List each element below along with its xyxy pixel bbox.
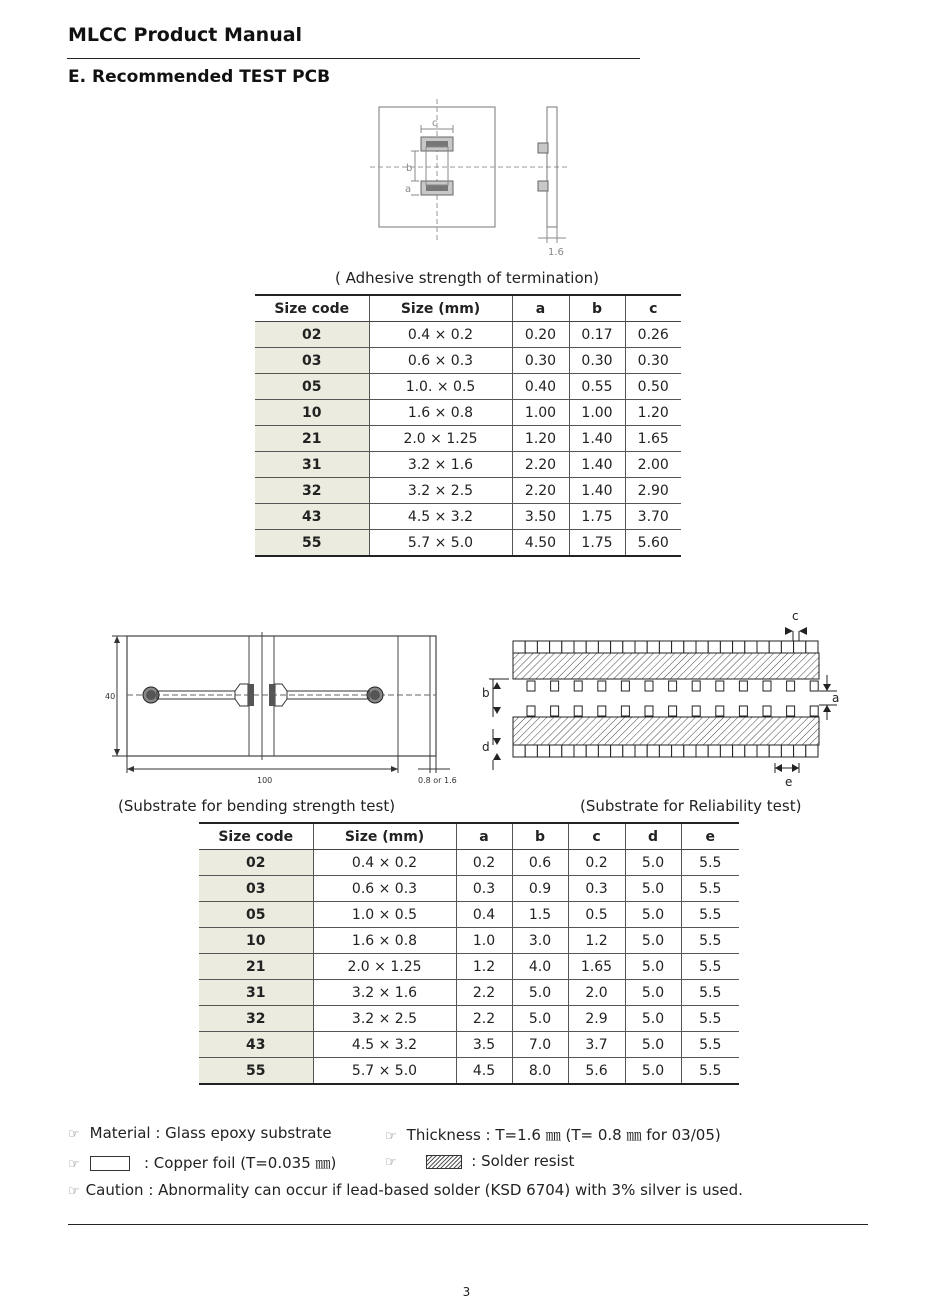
table-row: [199, 1006, 739, 1032]
terminal-tab: [537, 641, 549, 653]
terminal-tab: [562, 745, 574, 757]
page-number: 3: [462, 1285, 471, 1299]
dim-label-d: d: [482, 740, 490, 754]
reliability-test-table: [199, 822, 739, 1085]
table-row: [255, 400, 681, 426]
terminal-tab: [586, 641, 598, 653]
table-cell: 5.0: [625, 1006, 681, 1032]
table-cell: 1.6 × 0.8: [313, 928, 456, 954]
terminal-tab: [598, 641, 610, 653]
reliability-substrate-figure: [475, 605, 850, 790]
table-cell: 1.65: [568, 954, 625, 980]
table-cell: 1.75: [569, 530, 625, 557]
table-cell: 0.5: [568, 902, 625, 928]
table-cell: 5.0: [625, 980, 681, 1006]
table-cell: 0.4: [456, 902, 512, 928]
dim-label-height: 40: [105, 692, 116, 701]
column-header: b: [512, 823, 568, 850]
copper-foil-swatch: [90, 1156, 130, 1171]
table-cell: 1.20: [512, 426, 569, 452]
table-cell: 3.50: [512, 504, 569, 530]
terminal-tab: [647, 641, 659, 653]
size-code-cell: 02: [199, 850, 313, 876]
size-code-cell: 10: [199, 928, 313, 954]
terminal-tab: [562, 641, 574, 653]
dim-label-c: c: [792, 609, 799, 623]
test-pad: [551, 706, 559, 716]
terminal-tab: [672, 745, 684, 757]
table-cell: 5.5: [681, 954, 739, 980]
dim-label-b: b: [482, 686, 490, 700]
table-cell: 2.0 × 1.25: [313, 954, 456, 980]
note-material: ☞ Material : Glass epoxy substrate: [68, 1124, 332, 1142]
dim-label-a: a: [405, 184, 412, 195]
dim-label-c: c: [432, 118, 438, 129]
test-pad: [574, 706, 582, 716]
terminal-tab: [635, 745, 647, 757]
dim-label-thickness-options: 0.8 or 1.6: [418, 776, 457, 785]
size-code-cell: 55: [255, 530, 369, 557]
size-code-cell: 21: [199, 954, 313, 980]
table-cell: 5.5: [681, 1058, 739, 1085]
size-code-cell: 31: [255, 452, 369, 478]
terminal-tab: [781, 745, 793, 757]
column-header: b: [569, 295, 625, 322]
test-pad: [739, 706, 747, 716]
title-divider: [67, 58, 640, 59]
table-cell: 0.9: [512, 876, 568, 902]
note-copper-foil: ☞ : Copper foil (T=0.035 ㎜): [68, 1154, 337, 1172]
table-header-row: [199, 823, 739, 850]
table-cell: 2.0: [568, 980, 625, 1006]
terminal-tab: [623, 745, 635, 757]
test-pad: [716, 681, 724, 691]
footer-divider: [68, 1224, 868, 1225]
table-row: [199, 1032, 739, 1058]
column-header: a: [512, 295, 569, 322]
table-cell: 3.0: [512, 928, 568, 954]
document-title: MLCC Product Manual: [68, 24, 303, 46]
terminal-tab: [806, 641, 818, 653]
test-pad: [527, 706, 535, 716]
terminal-tab: [757, 745, 769, 757]
test-pad: [669, 706, 677, 716]
table-cell: 5.5: [681, 850, 739, 876]
size-code-cell: 03: [255, 348, 369, 374]
table-row: [199, 980, 739, 1006]
bending-figure-caption: (Substrate for bending strength test): [118, 797, 396, 815]
table-cell: 0.2: [456, 850, 512, 876]
table-cell: 2.00: [625, 452, 681, 478]
terminal-tab: [550, 641, 562, 653]
terminal-tab: [720, 641, 732, 653]
section-title: E. Recommended TEST PCB: [68, 67, 331, 87]
terminal-tab: [537, 745, 549, 757]
pointing-hand-icon: ☞: [385, 1155, 397, 1170]
terminal-tab: [586, 745, 598, 757]
terminal-tab: [611, 641, 623, 653]
table-cell: 5.0: [625, 876, 681, 902]
terminal-tab: [672, 641, 684, 653]
table-cell: 1.00: [512, 400, 569, 426]
table-cell: 3.70: [625, 504, 681, 530]
terminal-tab: [769, 641, 781, 653]
table-cell: 4.50: [512, 530, 569, 557]
table-cell: 5.0: [512, 980, 568, 1006]
table-cell: 2.0 × 1.25: [369, 426, 512, 452]
note-solder-resist: ☞ : Solder resist: [385, 1152, 575, 1170]
table-cell: 1.40: [569, 426, 625, 452]
table-row: [199, 954, 739, 980]
table-cell: 2.20: [512, 452, 569, 478]
dim-label-a: a: [832, 691, 840, 705]
table-cell: 5.0: [625, 1058, 681, 1085]
bending-substrate-figure: [100, 625, 460, 790]
table-cell: 1.2: [456, 954, 512, 980]
terminal-tab: [525, 745, 537, 757]
table-cell: 0.6 × 0.3: [313, 876, 456, 902]
terminal-tab: [720, 745, 732, 757]
terminal-tab: [598, 745, 610, 757]
table-cell: 5.5: [681, 980, 739, 1006]
terminal-tab: [684, 745, 696, 757]
column-header: a: [456, 823, 512, 850]
terminal-tab: [550, 745, 562, 757]
terminal-tab: [733, 641, 745, 653]
table-cell: 2.9: [568, 1006, 625, 1032]
table-cell: 5.5: [681, 1032, 739, 1058]
table-row: [199, 902, 739, 928]
test-pad: [527, 681, 535, 691]
table-cell: 5.7 × 5.0: [313, 1058, 456, 1085]
table-cell: 5.5: [681, 902, 739, 928]
table-row: [255, 452, 681, 478]
test-pad: [763, 681, 771, 691]
table-cell: 0.30: [569, 348, 625, 374]
table-row: [255, 426, 681, 452]
table-cell: 4.5: [456, 1058, 512, 1085]
table-cell: 5.0: [625, 902, 681, 928]
column-header: Size (mm): [313, 823, 456, 850]
column-header: d: [625, 823, 681, 850]
terminal-tab: [635, 641, 647, 653]
terminal-tab: [696, 745, 708, 757]
table-cell: 3.2 × 1.6: [369, 452, 512, 478]
size-code-cell: 02: [255, 322, 369, 348]
table-cell: 0.3: [568, 876, 625, 902]
size-code-cell: 10: [255, 400, 369, 426]
dim-label-b: b: [406, 163, 413, 174]
adhesive-table-caption: ( Adhesive strength of termination): [335, 269, 599, 287]
table-cell: 0.20: [512, 322, 569, 348]
column-header: Size (mm): [369, 295, 512, 322]
column-header: Size code: [255, 295, 369, 322]
test-pad: [598, 706, 606, 716]
column-header: Size code: [199, 823, 313, 850]
note-thickness: ☞ Thickness : T=1.6 ㎜ (T= 0.8 ㎜ for 03/05): [385, 1126, 721, 1144]
table-cell: 5.6: [568, 1058, 625, 1085]
table-cell: 5.0: [625, 928, 681, 954]
size-code-cell: 05: [199, 902, 313, 928]
table-cell: 2.2: [456, 1006, 512, 1032]
terminal-tab: [696, 641, 708, 653]
table-cell: 3.7: [568, 1032, 625, 1058]
table-cell: 0.4 × 0.2: [369, 322, 512, 348]
test-pad: [787, 706, 795, 716]
size-code-cell: 43: [255, 504, 369, 530]
table-cell: 0.30: [625, 348, 681, 374]
pointing-hand-icon: ☞: [68, 1184, 80, 1199]
terminal-tab: [513, 745, 525, 757]
table-row: [199, 850, 739, 876]
table-cell: 0.4 × 0.2: [313, 850, 456, 876]
table-cell: 1.2: [568, 928, 625, 954]
table-cell: 1.65: [625, 426, 681, 452]
test-pad: [621, 681, 629, 691]
table-row: [199, 928, 739, 954]
column-header: c: [568, 823, 625, 850]
terminal-tab: [513, 641, 525, 653]
dim-label-length: 100: [257, 776, 273, 785]
table-cell: 5.0: [625, 1032, 681, 1058]
test-pad: [645, 681, 653, 691]
test-pad: [692, 681, 700, 691]
table-cell: 1.00: [569, 400, 625, 426]
table-cell: 8.0: [512, 1058, 568, 1085]
table-cell: 2.20: [512, 478, 569, 504]
size-code-cell: 21: [255, 426, 369, 452]
table-row: [255, 348, 681, 374]
test-pad: [787, 681, 795, 691]
table-cell: 1.40: [569, 478, 625, 504]
test-pad: [598, 681, 606, 691]
terminal-tab: [708, 745, 720, 757]
terminal-tab: [647, 745, 659, 757]
terminal-tab: [745, 641, 757, 653]
reliability-figure-caption: (Substrate for Reliability test): [580, 797, 802, 815]
terminal-tab: [769, 745, 781, 757]
table-cell: 0.55: [569, 374, 625, 400]
test-pad: [692, 706, 700, 716]
table-header-row: [255, 295, 681, 322]
table-row: [255, 530, 681, 557]
table-cell: 1.5: [512, 902, 568, 928]
terminal-tab: [781, 641, 793, 653]
table-cell: 1.0. × 0.5: [369, 374, 512, 400]
table-cell: 0.6: [512, 850, 568, 876]
terminal-tab: [806, 745, 818, 757]
table-cell: 4.5 × 3.2: [369, 504, 512, 530]
table-cell: 1.0 × 0.5: [313, 902, 456, 928]
terminal-tab: [611, 745, 623, 757]
test-pad: [763, 706, 771, 716]
test-pad: [810, 706, 818, 716]
table-cell: 1.20: [625, 400, 681, 426]
terminal-tab: [794, 641, 806, 653]
terminal-tab: [659, 745, 671, 757]
test-pad: [645, 706, 653, 716]
terminal-tab: [684, 641, 696, 653]
table-cell: 7.0: [512, 1032, 568, 1058]
table-cell: 0.3: [456, 876, 512, 902]
test-pad: [716, 706, 724, 716]
dim-label-thickness: 1.6: [548, 247, 564, 258]
table-cell: 0.50: [625, 374, 681, 400]
table-cell: 0.2: [568, 850, 625, 876]
column-header: c: [625, 295, 681, 322]
size-code-cell: 43: [199, 1032, 313, 1058]
table-cell: 1.0: [456, 928, 512, 954]
terminal-tab: [794, 745, 806, 757]
size-code-cell: 31: [199, 980, 313, 1006]
table-row: [199, 1058, 739, 1085]
size-code-cell: 32: [199, 1006, 313, 1032]
pointing-hand-icon: ☞: [68, 1127, 80, 1142]
terminal-tab: [659, 641, 671, 653]
table-cell: 2.90: [625, 478, 681, 504]
table-cell: 4.0: [512, 954, 568, 980]
table-cell: 0.30: [512, 348, 569, 374]
terminal-tab: [757, 641, 769, 653]
table-cell: 5.5: [681, 1006, 739, 1032]
table-row: [255, 478, 681, 504]
table-cell: 5.5: [681, 876, 739, 902]
table-cell: 2.2: [456, 980, 512, 1006]
table-cell: 5.0: [625, 954, 681, 980]
table-cell: 3.2 × 1.6: [313, 980, 456, 1006]
table-cell: 5.0: [512, 1006, 568, 1032]
terminal-tab: [708, 641, 720, 653]
column-header: e: [681, 823, 739, 850]
table-cell: 5.0: [625, 850, 681, 876]
terminal-tab: [745, 745, 757, 757]
test-pad: [669, 681, 677, 691]
dim-label-e: e: [785, 775, 793, 789]
size-code-cell: 55: [199, 1058, 313, 1085]
test-pad: [739, 681, 747, 691]
note-caution: ☞ Caution : Abnormality can occur if lead-based solder (KSD 6704) with 3% silver is used.: [68, 1181, 743, 1199]
terminal-tab: [525, 641, 537, 653]
terminal-tab: [733, 745, 745, 757]
pointing-hand-icon: ☞: [68, 1157, 80, 1172]
table-cell: 1.6 × 0.8: [369, 400, 512, 426]
terminal-tab: [574, 641, 586, 653]
table-row: [255, 322, 681, 348]
table-cell: 0.6 × 0.3: [369, 348, 512, 374]
size-code-cell: 32: [255, 478, 369, 504]
size-code-cell: 05: [255, 374, 369, 400]
adhesive-strength-table: [255, 294, 681, 557]
table-cell: 0.26: [625, 322, 681, 348]
table-cell: 4.5 × 3.2: [313, 1032, 456, 1058]
table-cell: 0.40: [512, 374, 569, 400]
test-pad: [574, 681, 582, 691]
table-cell: 0.17: [569, 322, 625, 348]
table-cell: 3.2 × 2.5: [369, 478, 512, 504]
test-pad: [810, 681, 818, 691]
test-pad: [621, 706, 629, 716]
table-row: [199, 876, 739, 902]
table-cell: 1.75: [569, 504, 625, 530]
table-row: [255, 504, 681, 530]
terminal-tab: [574, 745, 586, 757]
table-cell: 5.7 × 5.0: [369, 530, 512, 557]
table-cell: 5.5: [681, 928, 739, 954]
pointing-hand-icon: ☞: [385, 1129, 397, 1144]
size-code-cell: 03: [199, 876, 313, 902]
adhesive-pad-figure: [360, 95, 600, 260]
table-cell: 3.5: [456, 1032, 512, 1058]
table-row: [255, 374, 681, 400]
test-pad: [551, 681, 559, 691]
solder-resist-swatch: [426, 1155, 462, 1169]
table-cell: 5.60: [625, 530, 681, 557]
table-cell: 1.40: [569, 452, 625, 478]
terminal-tab: [623, 641, 635, 653]
table-cell: 3.2 × 2.5: [313, 1006, 456, 1032]
